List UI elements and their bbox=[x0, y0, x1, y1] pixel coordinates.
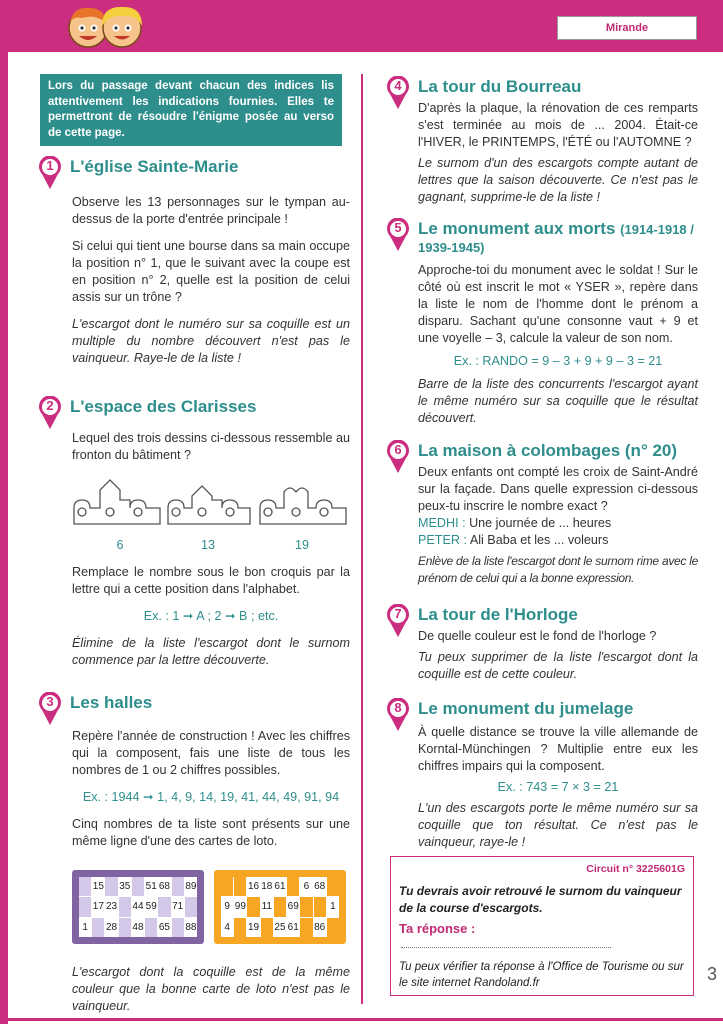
loto-number: 69 bbox=[287, 897, 299, 916]
loto-card-orange bbox=[214, 870, 346, 944]
option-medhi: MEDHI : Une journée de ... heures bbox=[418, 516, 612, 530]
instruction: L'escargot dont le numéro sur sa coquille est un multiple du nombre découvert n'est pas le vainqueur. Raye-le de la liste ! bbox=[72, 317, 350, 365]
drawing-number: 13 bbox=[200, 538, 215, 552]
section-title: Le monument aux morts (1914-1918 / bbox=[418, 219, 694, 238]
loto-number: 23 bbox=[105, 897, 117, 916]
loto-number: 16 bbox=[247, 877, 259, 896]
location-pin-icon: 2 bbox=[38, 396, 62, 430]
location-pin-icon: 8 bbox=[386, 698, 410, 732]
option-peter: PETER : Ali Baba et les ... voleurs bbox=[418, 533, 609, 547]
instruction: Barre de la liste des concurrents l'escargot ayant le même numéro sur sa coquille que le résultat découvert. bbox=[418, 377, 698, 425]
loto-empty-cell bbox=[261, 918, 273, 937]
loto-empty-cell bbox=[247, 897, 259, 916]
section-title-line2: 1939-1945) bbox=[418, 240, 485, 255]
loto-empty-cell bbox=[119, 918, 131, 937]
instruction: Enlève de la liste l'escargot dont le surnom rime avec le prénom de celui qui a la bonne expression. bbox=[418, 554, 698, 585]
section-title: La tour de l'Horloge bbox=[418, 605, 578, 624]
location-pin-icon: 1 bbox=[38, 156, 62, 190]
loto-empty-cell bbox=[234, 877, 246, 896]
section-title: La maison à colombages (n° 20) bbox=[418, 441, 678, 460]
location-pin-icon: 6 bbox=[386, 440, 410, 474]
paragraph: Cinq nombres de ta liste sont présents sur une même ligne d'une des cartes de loto. bbox=[72, 817, 350, 848]
paragraph: Deux enfants ont compté les croix de Saint-André sur la façade. Dans quelle expression ci-dessous peux-tu inscrire le nombre exact ? bbox=[418, 465, 698, 513]
loto-number: 99 bbox=[234, 897, 246, 916]
section-title: Les halles bbox=[70, 693, 153, 712]
loto-number: 6 bbox=[300, 877, 312, 896]
location-pin-icon: 5 bbox=[386, 218, 410, 252]
paragraph: Approche-toi du monument avec le soldat ! Sur le côté où est inscrit le mot « YSER », repère dans la liste le nom de l'homme dont le prénom a disparu. Sachant qu'une consonne vaut + 9 et une voyelle – 3, calcule la valeur de son nom. bbox=[418, 263, 698, 345]
loto-number: 89 bbox=[185, 877, 197, 896]
section-title: La tour du Bourreau bbox=[418, 77, 582, 96]
loto-empty-cell bbox=[158, 897, 170, 916]
loto-number: 15 bbox=[92, 877, 104, 896]
loto-empty-cell bbox=[274, 897, 286, 916]
loto-number: 61 bbox=[287, 918, 299, 937]
loto-number: 35 bbox=[119, 877, 131, 896]
loto-number: 88 bbox=[185, 918, 197, 937]
loto-empty-cell bbox=[221, 877, 233, 896]
loto-empty-cell bbox=[172, 918, 184, 937]
instruction: Tu peux supprimer de la liste l'escargot dont la coquille est de cette couleur. bbox=[418, 650, 698, 681]
kids-faces-icon bbox=[64, 4, 146, 50]
loto-number: 1 bbox=[327, 897, 339, 916]
paragraph: À quelle distance se trouve la ville allemande de Korntal-Münchingen ? Multiplie entre eux les chiffres impairs qui la composent. bbox=[418, 725, 698, 773]
circuit-number: Circuit n° 3225601G bbox=[586, 863, 685, 875]
loto-empty-cell bbox=[105, 877, 117, 896]
paragraph: Si celui qui tient une bourse dans sa main occupe la position n° 1, que le suivant avec la coupe est en position n° 2, quelle est la position de celui assis sur un trône ? bbox=[72, 239, 350, 304]
loto-empty-cell bbox=[172, 877, 184, 896]
paragraph: Repère l'année de construction ! Avec les chiffres qui la composent, fais une liste de tous les nombres de 1 ou 2 chiffres possibles. bbox=[72, 729, 350, 777]
town-title: Mirande bbox=[557, 16, 697, 40]
loto-number: 9 bbox=[221, 897, 233, 916]
loto-number: 11 bbox=[261, 897, 273, 916]
loto-number: 86 bbox=[314, 918, 326, 937]
section-title: Le monument du jumelage bbox=[418, 699, 634, 718]
loto-number: 61 bbox=[274, 877, 286, 896]
loto-empty-cell bbox=[132, 877, 144, 896]
location-pin-icon: 3 bbox=[38, 692, 62, 726]
section-4 bbox=[386, 76, 698, 206]
section-3 bbox=[38, 692, 350, 850]
loto-empty-cell bbox=[327, 918, 339, 937]
verify-note: Tu peux vérifier ta réponse à l'Office de Tourisme ou sur le site internet Randoland.fr bbox=[399, 961, 684, 989]
loto-number: 25 bbox=[274, 918, 286, 937]
instruction: L'escargot dont la coquille est de la même couleur que la bonne carte de loto n'est pas le vainqueur. bbox=[72, 965, 350, 1013]
section-2 bbox=[38, 396, 350, 464]
paragraph: Lequel des trois dessins ci-dessous ressemble au fronton du bâtiment ? bbox=[72, 431, 350, 462]
example: Ex. : RANDO = 9 – 3 + 9 + 9 – 3 = 21 bbox=[453, 354, 663, 368]
answer-box bbox=[390, 856, 694, 996]
loto-number: 28 bbox=[105, 918, 117, 937]
location-pin-icon: 4 bbox=[386, 76, 410, 110]
page-number: 3 bbox=[706, 964, 717, 984]
paragraph: De quelle couleur est le fond de l'horloge ? bbox=[418, 629, 657, 643]
loto-number: 51 bbox=[145, 877, 157, 896]
loto-number: 71 bbox=[172, 897, 184, 916]
loto-number: 19 bbox=[247, 918, 259, 937]
loto-empty-cell bbox=[92, 918, 104, 937]
section-7 bbox=[386, 604, 698, 683]
paragraph: D'après la plaque, la rénovation de ces remparts s'est terminée au mois de ... 2004. Était-ce l'HIVER, le PRINTEMPS, l'ÉTÉ ou l'AUTOMNE ? bbox=[418, 101, 698, 149]
example: Ex. : 743 = 7 × 3 = 21 bbox=[497, 780, 619, 794]
section-8 bbox=[386, 698, 698, 851]
loto-number: 59 bbox=[145, 897, 157, 916]
loto-empty-cell bbox=[314, 897, 326, 916]
left-stripe bbox=[0, 52, 8, 1024]
loto-empty-cell bbox=[79, 877, 91, 896]
pediment-drawings bbox=[72, 478, 352, 528]
answer-label: Ta réponse : bbox=[399, 921, 476, 936]
instruction: Élimine de la liste l'escargot dont le surnom commence par la lettre découverte. bbox=[72, 636, 350, 667]
paragraph: Observe les 13 personnages sur le tympan au-dessus de la porte d'entrée principale ! bbox=[72, 195, 350, 226]
loto-number: 44 bbox=[132, 897, 144, 916]
loto-empty-cell bbox=[327, 877, 339, 896]
loto-number: 1 bbox=[79, 918, 91, 937]
answer-line[interactable] bbox=[401, 938, 611, 948]
section-5 bbox=[386, 218, 698, 427]
intro-box: Lors du passage devant chacun des indices lis attentivement les indications fournies. Elles te permettront de résoudre l'énigme posée au verso de cette page. bbox=[40, 74, 342, 146]
section-1 bbox=[38, 156, 350, 367]
column-divider bbox=[361, 74, 363, 1004]
loto-number: 4 bbox=[221, 918, 233, 937]
answer-instruction: Tu devrais avoir retrouvé le surnom du vainqueur de la course d'escargots. bbox=[399, 884, 682, 915]
section-2-body bbox=[72, 564, 350, 669]
drawing-number: 19 bbox=[294, 538, 309, 552]
loto-card-purple bbox=[72, 870, 204, 944]
example: Ex. : 1 ➞ A ; 2 ➞ B ; etc. bbox=[143, 609, 279, 623]
section-title: L'espace des Clarisses bbox=[70, 397, 257, 416]
loto-empty-cell bbox=[300, 897, 312, 916]
instruction: L'un des escargots porte le même numéro sur sa coquille que ton résultat. Ce n'est pas le vainqueur, raye-le ! bbox=[418, 801, 698, 849]
loto-empty-cell bbox=[185, 897, 197, 916]
loto-empty-cell bbox=[145, 918, 157, 937]
drawing-number: 6 bbox=[116, 538, 124, 552]
loto-number: 17 bbox=[92, 897, 104, 916]
section-title: L'église Sainte-Marie bbox=[70, 157, 239, 176]
answer-field[interactable] bbox=[399, 921, 685, 951]
loto-empty-cell bbox=[234, 918, 246, 937]
loto-empty-cell bbox=[79, 897, 91, 916]
paragraph: Remplace le nombre sous le bon croquis par la lettre qui a cette position dans l'alphabet. bbox=[72, 565, 350, 596]
loto-number: 48 bbox=[132, 918, 144, 937]
example: Ex. : 1944 ➞ 1, 4, 9, 14, 19, 41, 44, 49, 91, 94 bbox=[82, 790, 340, 804]
loto-empty-cell bbox=[119, 897, 131, 916]
bottom-line bbox=[8, 1018, 723, 1021]
loto-empty-cell bbox=[287, 877, 299, 896]
loto-number: 18 bbox=[261, 877, 273, 896]
loto-number: 65 bbox=[158, 918, 170, 937]
loto-number: 68 bbox=[314, 877, 326, 896]
section-6 bbox=[386, 440, 698, 587]
instruction: Le surnom d'un des escargots compte autant de lettres que la saison découverte. Ce n'est pas le gagnant, supprime-le de la liste ! bbox=[418, 156, 698, 204]
loto-number: 68 bbox=[158, 877, 170, 896]
loto-empty-cell bbox=[300, 918, 312, 937]
location-pin-icon: 7 bbox=[386, 604, 410, 638]
